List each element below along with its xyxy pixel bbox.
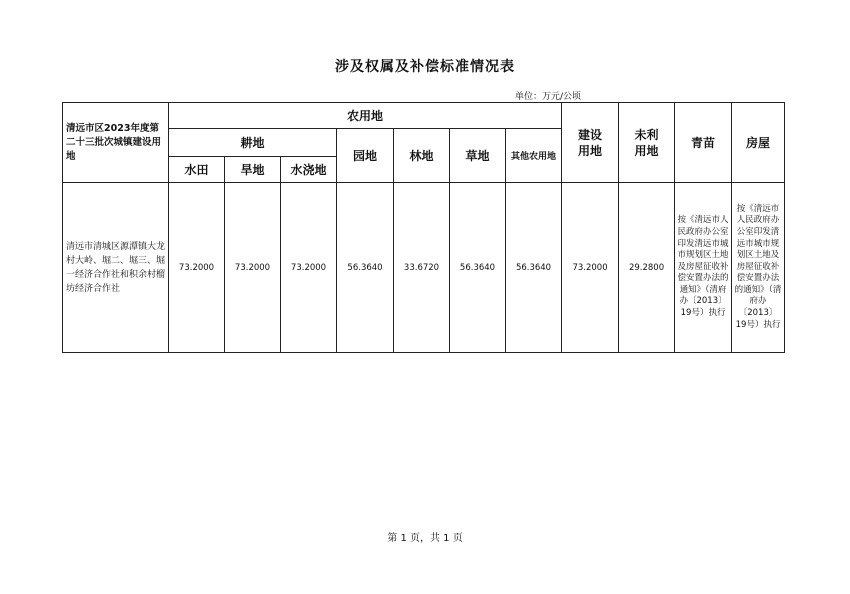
- unused-land-header-text: 未利用地: [634, 127, 659, 158]
- document-title: 涉及权属及补偿标准情况表: [335, 59, 515, 75]
- crops-note: 按《清远市人民政府办公室印发清远市城市规划区土地及房屋征收补偿安置办法的通知》（清府办〔2013〕19号）执行: [675, 183, 732, 353]
- agricultural-land-header: 农用地: [169, 103, 562, 129]
- project-header-cell: 清远市区2023年度第二十三批次城镇建设用地: [63, 103, 169, 183]
- construction-land-header: [562, 103, 619, 183]
- compensation-standard-table: [62, 102, 785, 353]
- irrigated-land-header: 水浇地: [281, 157, 337, 183]
- housing-note: 按《清远市人民政府办公室印发清远市城市规划区土地及房屋征收补偿安置办法的通知》（清府办〔2013〕19号）执行: [732, 183, 785, 353]
- construction-land-header-text: 建设用地: [578, 127, 603, 158]
- construction-value: 73.2000: [562, 183, 619, 353]
- paddy-value: 73.2000: [169, 183, 225, 353]
- housing-header: 房屋: [732, 103, 785, 183]
- other-agricultural-value: 56.3640: [506, 183, 562, 353]
- grass-land-header: 草地: [450, 129, 506, 183]
- crops-header: 青苗: [675, 103, 732, 183]
- other-agricultural-land-header: 其他农用地: [506, 129, 562, 183]
- dry-land-header: 旱地: [225, 157, 281, 183]
- location-cell: 清远市清城区源潭镇大龙村大岭、堀二、堀三、堀一经济合作社和积余村榴坊经济合作社: [63, 183, 169, 353]
- forest-value: 33.6720: [394, 183, 450, 353]
- unused-land-header: [619, 103, 675, 183]
- page-footer: 第 1 页，共 1 页: [387, 533, 463, 544]
- garden-value: 56.3640: [337, 183, 394, 353]
- dry-value: 73.2000: [225, 183, 281, 353]
- unused-value: 29.2800: [619, 183, 675, 353]
- garden-land-header: 园地: [337, 129, 394, 183]
- unit-label: 单位：万元/公顷: [515, 92, 582, 102]
- cultivated-land-header: 耕地: [169, 129, 337, 157]
- forest-land-header: 林地: [394, 129, 450, 183]
- header-row-1: [63, 103, 785, 129]
- grass-value: 56.3640: [450, 183, 506, 353]
- table-row: [63, 183, 785, 353]
- paddy-field-header: 水田: [169, 157, 225, 183]
- irrigated-value: 73.2000: [281, 183, 337, 353]
